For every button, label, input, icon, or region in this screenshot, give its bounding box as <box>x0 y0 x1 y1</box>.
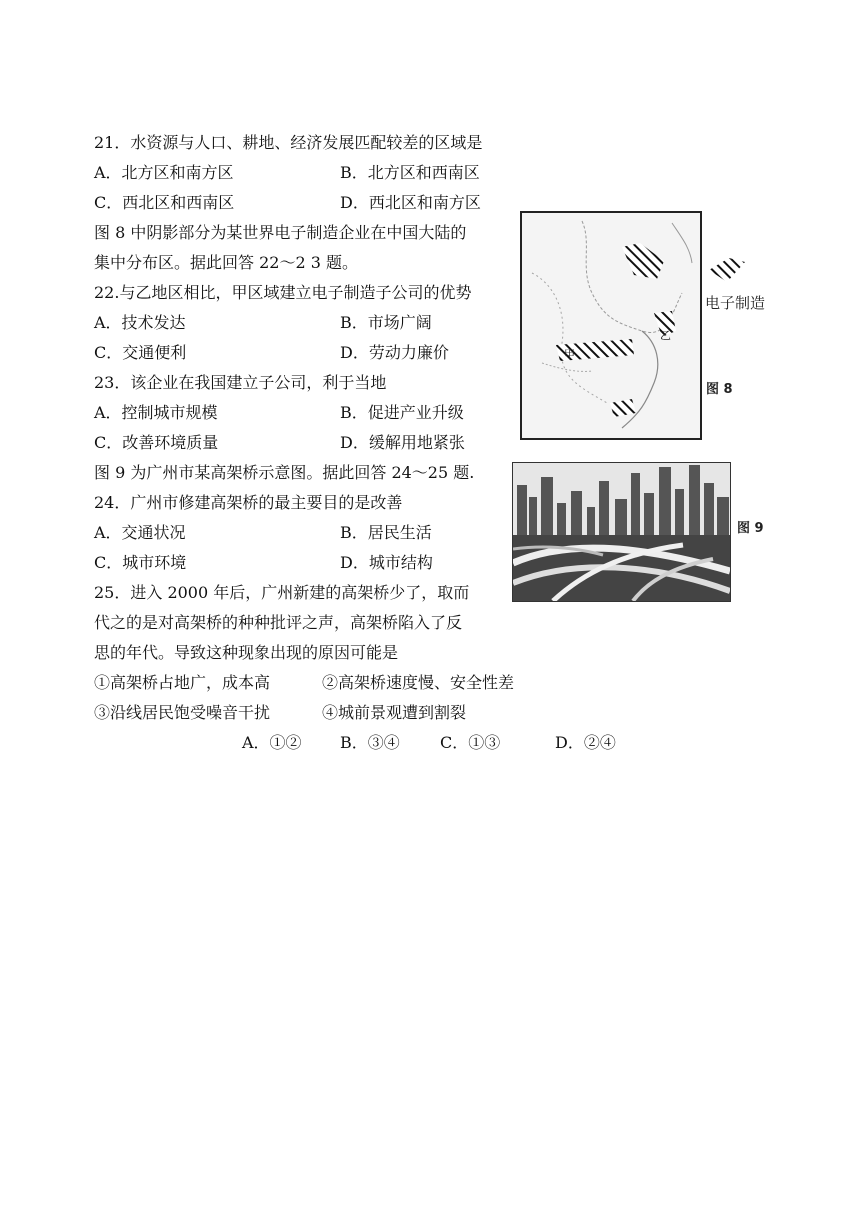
q24-option-a: A．交通状况 <box>94 523 186 542</box>
q25-statement-1: ①高架桥占地广，成本高 <box>94 673 271 692</box>
q24-option-b: B．居民生活 <box>340 523 432 542</box>
q25-statement-4: ④城前景观遭到割裂 <box>322 703 467 722</box>
q21-option-c: C．西北区和西南区 <box>94 193 235 212</box>
figure8-intro-line2: 集中分布区。据此回答 22～2 3 题。 <box>94 253 358 272</box>
legend-label-electronics: 电子制造 <box>705 294 766 312</box>
figure9-overpass-photo <box>512 462 731 602</box>
figure9-intro: 图 9 为广州市某高架桥示意图。据此回答 24～25 题. <box>94 463 475 482</box>
q22-option-b: B．市场广阔 <box>340 313 432 332</box>
overpass-photo-graphic <box>513 463 730 601</box>
q25-statement-2: ②高架桥速度慢、安全性差 <box>322 673 515 692</box>
q23-option-c: C．改善环境质量 <box>94 433 219 452</box>
q23-option-b: B．促进产业升级 <box>340 403 464 422</box>
q21-stem: 21．水资源与人口、耕地、经济发展匹配较差的区域是 <box>94 133 483 152</box>
q24-option-c: C．城市环境 <box>94 553 187 572</box>
q21-option-b: B．北方区和西南区 <box>340 163 480 182</box>
q22-stem: 22.与乙地区相比，甲区域建立电子制造子公司的优势 <box>94 283 472 302</box>
q25-option-c: C．①③ <box>440 733 501 752</box>
figure9-label: 图 9 <box>737 521 764 536</box>
figure8-map <box>520 211 702 440</box>
q22-option-a: A．技术发达 <box>94 313 186 332</box>
q25-stem-line1: 25．进入 2000 年后，广州新建的高架桥少了，取而 <box>94 583 470 602</box>
q25-stem-line2: 代之的是对高架桥的种种批评之声，高架桥陷入了反 <box>94 613 463 632</box>
china-map-graphic <box>522 213 700 438</box>
q25-stem-line3: 思的年代。导致这种现象出现的原因可能是 <box>94 643 399 662</box>
region-label-jia: 甲 <box>564 348 575 361</box>
q22-option-c: C．交通便利 <box>94 343 187 362</box>
figure8-label: 图 8 <box>706 382 733 397</box>
q25-statement-3: ③沿线居民饱受噪音干扰 <box>94 703 271 722</box>
q25-option-b: B．③④ <box>340 733 400 752</box>
q24-option-d: D．城市结构 <box>340 553 433 572</box>
q23-option-a: A．控制城市规模 <box>94 403 218 422</box>
legend-hatch-swatch <box>707 256 747 284</box>
q23-option-d: D．缓解用地紧张 <box>340 433 465 452</box>
region-label-yi: 乙 <box>660 329 671 342</box>
q21-option-a: A．北方区和南方区 <box>94 163 234 182</box>
q25-option-a: A．①② <box>242 733 302 752</box>
q21-option-d: D．西北区和南方区 <box>340 193 481 212</box>
q25-option-d: D．②④ <box>555 733 616 752</box>
figure8-intro-line1: 图 8 中阴影部分为某世界电子制造企业在中国大陆的 <box>94 223 467 242</box>
q22-option-d: D．劳动力廉价 <box>340 343 449 362</box>
q23-stem: 23．该企业在我国建立子公司，利于当地 <box>94 373 387 392</box>
q24-stem: 24．广州市修建高架桥的最主要目的是改善 <box>94 493 403 512</box>
